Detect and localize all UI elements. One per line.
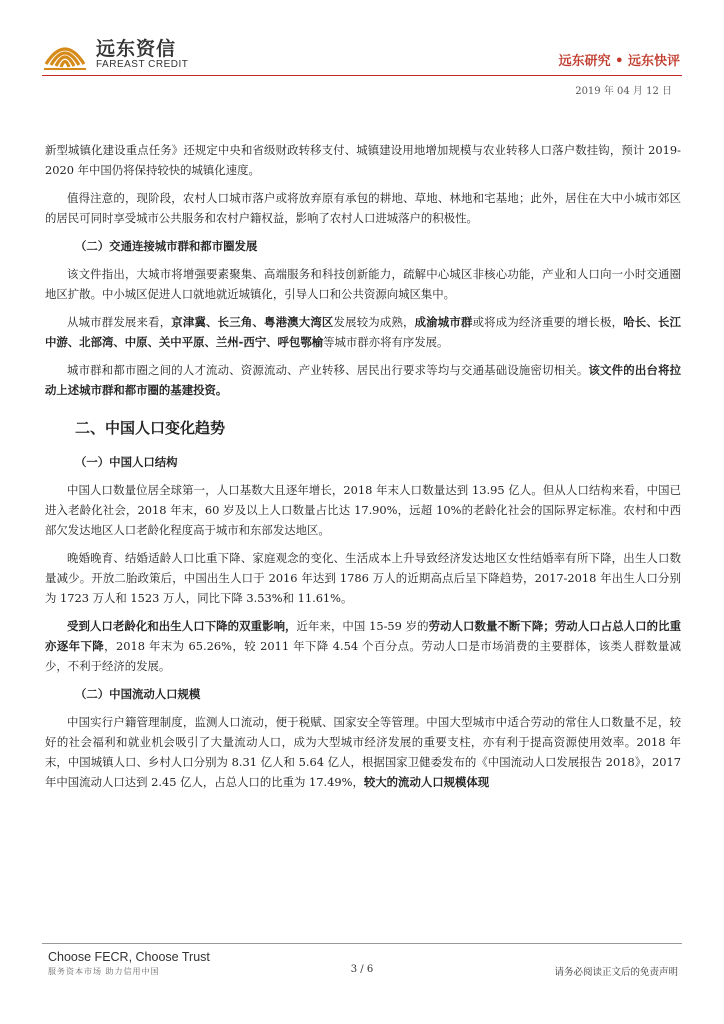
bold-text: 成渝城市群 — [414, 315, 473, 329]
text-run: 城市群和都市圈之间的人才流动、资源流动、产业转移、居民出行要求等均与交通基础设施密切相关。 — [67, 363, 589, 377]
paragraph — [45, 360, 681, 400]
bold-text: 较大的流动人口规模体现 — [363, 775, 490, 789]
footer-subslogan: 服务资本市场 助力信用中国 — [48, 967, 160, 976]
paragraph: 晚婚晚育、结婚适龄人口比重下降、家庭观念的变化、生活成本上升导致经济发达地区女性结婚率有所下降，出生人口数量减少。开放二胎政策后，中国出生人口于 2016 年达到 1786 万人的近期高点后呈下降趋势，2017-2018 年出生人口分别为 1723 万人和 1523 万人，同比下降 3.53%和 11.61%。 — [45, 551, 681, 605]
paragraph — [45, 312, 681, 352]
header-divider — [42, 75, 682, 76]
report-series-tag: 远东研究 • 远东快评 — [558, 54, 680, 69]
paragraph: 中国人口数量位居全球第一，人口基数大且逐年增长，2018 年末人口数量达到 13.95 亿人。但从人口结构来看，中国已进入老龄化社会，2018 年末，60 岁及以上人口数量占比达 17.90%，远超 10%的老龄化社会的国际界定标准。农村和中西部欠发达地区人口老龄化程度高于城市和东部发达地区。 — [45, 483, 681, 537]
paragraph: 新型城镇化建设重点任务》还规定中央和省级财政转移支付、城镇建设用地增加规模与农业转移人口落户数挂钩，预计 2019-2020 年中国仍将保持较快的城镇化速度。 — [45, 143, 681, 177]
paragraph — [45, 712, 681, 792]
document-body — [45, 140, 681, 792]
fareast-logo-icon — [42, 38, 88, 72]
logo-english-name: FAREAST CREDIT — [96, 59, 189, 70]
bold-text: 该文件的出台将拉动上述城市群和都市圈的基建投资。 — [45, 363, 681, 397]
text-run: ，2018 年末为 65.26%，较 2011 年下降 4.54 个百分点。劳动人口是市场消费的主要群体，该类人群数量减少，不利于经济的发展。 — [45, 639, 681, 673]
footer-disclaimer: 请务必阅读正文后的免责声明 — [554, 967, 678, 978]
paragraph: 该文件指出，大城市将增强要素聚集、高端服务和科技创新能力，疏解中心城区非核心功能，产业和人口向一小时交通圈地区扩散。中小城区促进人口就地就近城镇化，引导人口和公共资源向城区集中。 — [45, 267, 681, 301]
text-run: 近年来，中国 15-59 岁的 — [296, 619, 429, 633]
paragraph — [45, 616, 681, 676]
logo-chinese-name: 远东资信 — [96, 38, 177, 60]
section-heading: 二、中国人口变化趋势 — [75, 419, 226, 437]
company-logo — [42, 38, 188, 72]
text-run: 等城市群亦将有序发展。 — [323, 335, 449, 349]
bold-text: 受到人口老龄化和出生人口下降的双重影响， — [67, 619, 297, 633]
bold-text: 京津冀、长三角、粤港澳大湾区 — [171, 315, 334, 329]
text-run: 发展较为成熟， — [333, 315, 415, 329]
text-run: 或将成为经济重要的增长极， — [472, 315, 624, 329]
subsection-heading: （一）中国人口结构 — [75, 455, 178, 469]
subsection-heading: （二）交通连接城市群和都市圈发展 — [75, 239, 258, 253]
footer-divider — [42, 943, 682, 944]
text-run: 中国实行户籍管理制度，监测人口流动，便于税赋、国家安全等管理。中国大型城市中适合劳动的常住人口数量不足，较好的社会福利和就业机会吸引了大量流动人口，成为大型城市经济发展的重要支柱，亦有利于提高资源使用效率。2018 年末，中国城镇人口、乡村人口分别为 8.31 亿人和 5.64 亿人，根据国家卫健委发布的《中国流动人口发展报告 2018》，2017 年中国流动人口达到 2.45 亿人，占总人口的比重为 17.49%， — [45, 715, 681, 789]
footer-slogan: Choose FECR, Choose Trust — [48, 950, 210, 964]
text-run: 从城市群发展来看， — [67, 315, 172, 329]
subsection-heading: （二）中国流动人口规模 — [75, 687, 201, 701]
page-number: 3 / 6 — [350, 964, 374, 975]
report-date: 2019 年 04 月 12 日 — [575, 86, 672, 97]
paragraph: 值得注意的，现阶段，农村人口城市落户或将放弃原有承包的耕地、草地、林地和宅基地；此外，居住在大中小城市郊区的居民可同时享受城市公共服务和农村户籍权益，影响了农村人口进城落户的积极性。 — [45, 191, 681, 225]
page-header — [0, 0, 724, 100]
bold-text: 哈长、长江中游、北部湾、中原、关中平原、兰州-西宁、呼包鄂榆 — [45, 315, 681, 349]
bold-text: 劳动人口数量不断下降；劳动人口占总人口的比重亦逐年下降 — [45, 619, 681, 653]
